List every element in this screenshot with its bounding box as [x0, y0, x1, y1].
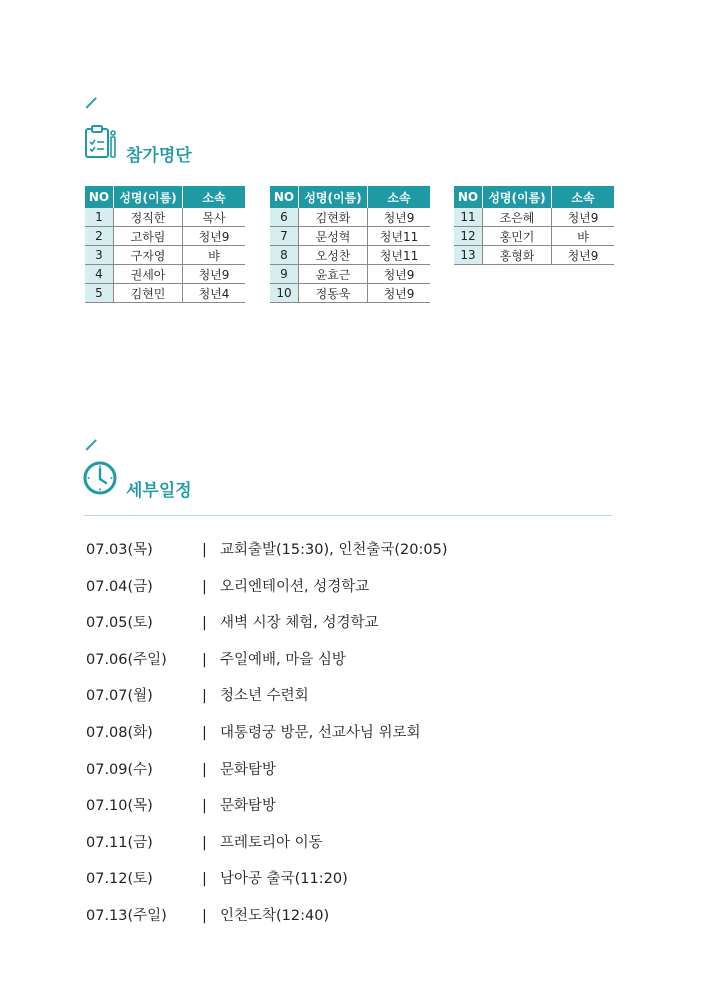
schedule-description: 인천도착(12:40): [220, 908, 330, 924]
row-name: 고하림: [114, 227, 183, 246]
row-name: 홍형화: [483, 246, 552, 265]
row-no: 9: [270, 265, 299, 284]
column-header-no: NO: [85, 186, 114, 208]
schedule-date: 07.13(주일): [86, 908, 167, 924]
column-header-affiliation: 소속: [368, 186, 431, 208]
schedule-description: 주일예배, 마을 심방: [220, 651, 346, 668]
clock-icon: [82, 460, 118, 500]
schedule-description: 프레토리아 이동: [220, 834, 323, 851]
schedule-separator: |: [202, 798, 207, 815]
table-row: [454, 227, 614, 246]
schedule-date: 07.07(월): [86, 688, 153, 705]
row-no: 12: [454, 227, 483, 246]
table-row: [454, 246, 614, 265]
section-slash-decoration: [86, 97, 97, 108]
schedule-description: 새벽 시장 체험, 성경학교: [220, 615, 379, 632]
table-row: [85, 208, 245, 227]
row-no: 8: [270, 246, 299, 265]
schedule-separator: |: [202, 578, 207, 595]
row-affiliation: 청년4: [183, 284, 246, 303]
column-header-no: NO: [454, 186, 483, 208]
row-no: 10: [270, 284, 299, 303]
row-no: 7: [270, 227, 299, 246]
row-affiliation: 청년9: [183, 227, 246, 246]
row-name: 정직한: [114, 208, 183, 227]
table-row: [270, 284, 430, 303]
row-no: 5: [85, 284, 114, 303]
schedule-description: 청소년 수련회: [220, 688, 309, 705]
row-affiliation: 청년9: [552, 208, 615, 227]
row-affiliation: 청년9: [183, 265, 246, 284]
row-affiliation: 청년9: [368, 265, 431, 284]
row-no: 4: [85, 265, 114, 284]
row-affiliation: 청년11: [368, 227, 431, 246]
column-header-name: 성명(이름): [114, 186, 183, 208]
schedule-section-title: 세부일정: [126, 481, 192, 501]
column-header-name: 성명(이름): [483, 186, 552, 208]
row-name: 김현민: [114, 284, 183, 303]
row-name: 조은혜: [483, 208, 552, 227]
row-affiliation: 뱌: [552, 227, 615, 246]
row-name: 오성찬: [299, 246, 368, 265]
table-row: [85, 284, 245, 303]
row-no: 6: [270, 208, 299, 227]
schedule-separator: |: [202, 542, 207, 558]
row-name: 윤효근: [299, 265, 368, 284]
schedule-description: 대통령궁 방문, 선교사님 위로회: [220, 725, 421, 741]
schedule-description: 남아공 출국(11:20): [220, 871, 348, 888]
schedule-date: 07.08(화): [86, 725, 153, 741]
row-name: 권세아: [114, 265, 183, 284]
schedule-separator: |: [202, 908, 207, 924]
schedule-description: 문화탐방: [220, 798, 277, 815]
table-row: [85, 246, 245, 265]
schedule-separator: |: [202, 725, 207, 741]
row-no: 11: [454, 208, 483, 227]
row-name: 구자영: [114, 246, 183, 265]
roster-section-title: 참가명단: [126, 146, 192, 166]
section-slash-decoration: [86, 439, 97, 450]
column-header-affiliation: 소속: [183, 186, 246, 208]
row-no: 13: [454, 246, 483, 265]
schedule-date: 07.05(토): [86, 615, 153, 632]
table-row: [270, 227, 430, 246]
schedule-description: 오리엔테이션, 성경학교: [220, 578, 370, 595]
table-header-row: [85, 186, 245, 208]
row-affiliation: 청년11: [368, 246, 431, 265]
table-row: [454, 208, 614, 227]
schedule-separator: |: [202, 834, 207, 851]
table-header-row: [454, 186, 614, 208]
row-affiliation: 청년9: [368, 208, 431, 227]
schedule-separator: |: [202, 651, 207, 668]
schedule-date: 07.09(수): [86, 761, 153, 778]
row-no: 1: [85, 208, 114, 227]
schedule-date: 07.12(토): [86, 871, 153, 888]
section-divider: [84, 515, 612, 516]
roster-table-3: [454, 186, 614, 265]
row-affiliation: 청년9: [552, 246, 615, 265]
table-row: [85, 265, 245, 284]
row-affiliation: 뱌: [183, 246, 246, 265]
schedule-date: 07.10(목): [86, 798, 153, 815]
table-row: [85, 227, 245, 246]
clipboard-checklist-icon: [84, 124, 120, 166]
row-name: 문성혁: [299, 227, 368, 246]
table-row: [270, 208, 430, 227]
roster-table-2: [270, 186, 430, 303]
schedule-date: 07.11(금): [86, 834, 153, 851]
schedule-separator: |: [202, 688, 207, 705]
table-header-row: [270, 186, 430, 208]
schedule-date: 07.04(금): [86, 578, 153, 595]
row-name: 김현화: [299, 208, 368, 227]
roster-table-1: [85, 186, 245, 303]
column-header-affiliation: 소속: [552, 186, 615, 208]
row-affiliation: 목사: [183, 208, 246, 227]
row-affiliation: 청년9: [368, 284, 431, 303]
column-header-name: 성명(이름): [299, 186, 368, 208]
row-name: 정동욱: [299, 284, 368, 303]
row-no: 2: [85, 227, 114, 246]
column-header-no: NO: [270, 186, 299, 208]
schedule-separator: |: [202, 615, 207, 632]
schedule-description: 문화탐방: [220, 761, 277, 778]
row-no: 3: [85, 246, 114, 265]
schedule-separator: |: [202, 761, 207, 778]
schedule-date: 07.06(주일): [86, 651, 167, 668]
row-name: 홍민기: [483, 227, 552, 246]
schedule-description: 교회출발(15:30), 인천출국(20:05): [220, 542, 448, 558]
table-row: [270, 246, 430, 265]
schedule-separator: |: [202, 871, 207, 888]
schedule-date: 07.03(목): [86, 542, 153, 558]
table-row: [270, 265, 430, 284]
